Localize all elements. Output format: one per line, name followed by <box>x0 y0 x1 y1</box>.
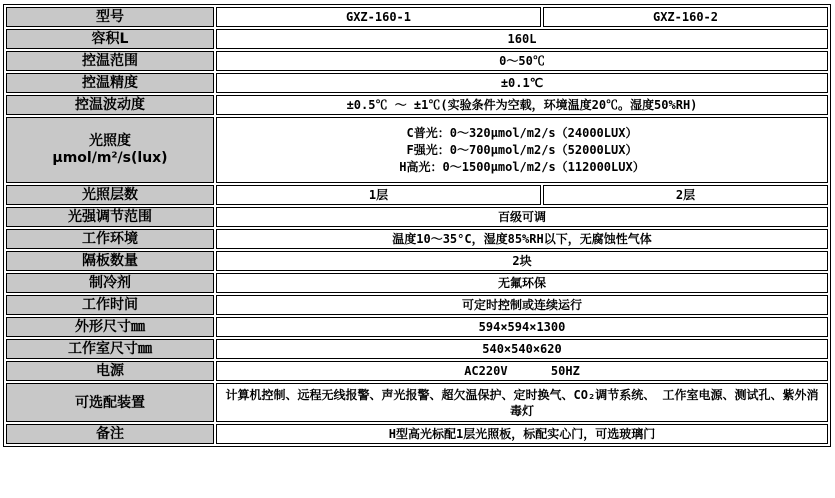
outer-size-value: 594×594×1300 <box>216 317 828 337</box>
row-label-environment: 工作环境 <box>6 229 214 249</box>
temp-range-value: 0～50℃ <box>216 51 828 71</box>
table-row-outer-size <box>6 317 828 337</box>
table-row-temp-accuracy <box>6 73 828 93</box>
shelves-value: 2块 <box>216 251 828 271</box>
row-label-temp-fluctuation: 控温波动度 <box>6 95 214 115</box>
row-label-outer-size: 外形尺寸㎜ <box>6 317 214 337</box>
table-row-temp-range <box>6 51 828 71</box>
row-label-volume: 容积L <box>6 29 214 49</box>
table-row-environment <box>6 229 828 249</box>
model-value-1: GXZ-160-1 <box>216 7 541 27</box>
row-label-chamber-size: 工作室尺寸㎜ <box>6 339 214 359</box>
model-value-2: GXZ-160-2 <box>543 7 828 27</box>
chamber-size-value: 540×540×620 <box>216 339 828 359</box>
table-row-work-time <box>6 295 828 315</box>
row-label-refrigerant: 制冷剂 <box>6 273 214 293</box>
table-row-power <box>6 361 828 381</box>
table-row-remarks <box>6 424 828 444</box>
temp-fluctuation-value: ±0.5℃ ～ ±1℃(实验条件为空载，环境温度20℃。湿度50%RH) <box>216 95 828 115</box>
row-label-remarks: 备注 <box>6 424 214 444</box>
light-adjust-value: 百级可调 <box>216 207 828 227</box>
row-label-light-adjust: 光强调节范围 <box>6 207 214 227</box>
illuminance-c-line: C普光：0～320μmol/m2/s（24000LUX） <box>406 125 638 140</box>
illuminance-unit-line: μmol/m²/s(lux) <box>52 150 168 166</box>
table-row-model <box>6 7 828 27</box>
table-row-volume <box>6 29 828 49</box>
illuminance-h-line: H高光：0～1500μmol/m2/s（112000LUX） <box>399 159 645 174</box>
light-layers-value-1: 1层 <box>216 185 541 205</box>
remarks-value: H型高光标配1层光照板，标配实心门，可选玻璃门 <box>216 424 828 444</box>
row-label-options: 可选配装置 <box>6 383 214 422</box>
options-value: 计算机控制、远程无线报警、声光报警、超欠温保护、定时换气、CO₂调节系统、 工作室电源、测试孔、紫外消毒灯 <box>216 383 828 422</box>
spec-table <box>3 4 831 447</box>
table-row-illuminance <box>6 117 828 183</box>
light-layers-value-2: 2层 <box>543 185 828 205</box>
row-label-shelves: 隔板数量 <box>6 251 214 271</box>
row-label-illuminance <box>6 117 214 183</box>
row-label-model: 型号 <box>6 7 214 27</box>
row-label-power: 电源 <box>6 361 214 381</box>
table-row-refrigerant <box>6 273 828 293</box>
work-time-value: 可定时控制或连续运行 <box>216 295 828 315</box>
table-row-chamber-size <box>6 339 828 359</box>
temp-accuracy-value: ±0.1℃ <box>216 73 828 93</box>
environment-value: 温度10～35°C，湿度85%RH以下，无腐蚀性气体 <box>216 229 828 249</box>
table-row-shelves <box>6 251 828 271</box>
illuminance-values <box>216 117 828 183</box>
row-label-work-time: 工作时间 <box>6 295 214 315</box>
illuminance-f-line: F强光：0～700μmol/m2/s（52000LUX） <box>406 142 638 157</box>
row-label-temp-accuracy: 控温精度 <box>6 73 214 93</box>
refrigerant-value: 无氟环保 <box>216 273 828 293</box>
table-row-light-adjust <box>6 207 828 227</box>
row-label-light-layers: 光照层数 <box>6 185 214 205</box>
table-row-options <box>6 383 828 422</box>
row-label-temp-range: 控温范围 <box>6 51 214 71</box>
power-value: AC220V 50HZ <box>216 361 828 381</box>
illuminance-label-line: 光照度 <box>89 133 131 149</box>
table-row-light-layers <box>6 185 828 205</box>
table-row-temp-fluctuation <box>6 95 828 115</box>
volume-value: 160L <box>216 29 828 49</box>
